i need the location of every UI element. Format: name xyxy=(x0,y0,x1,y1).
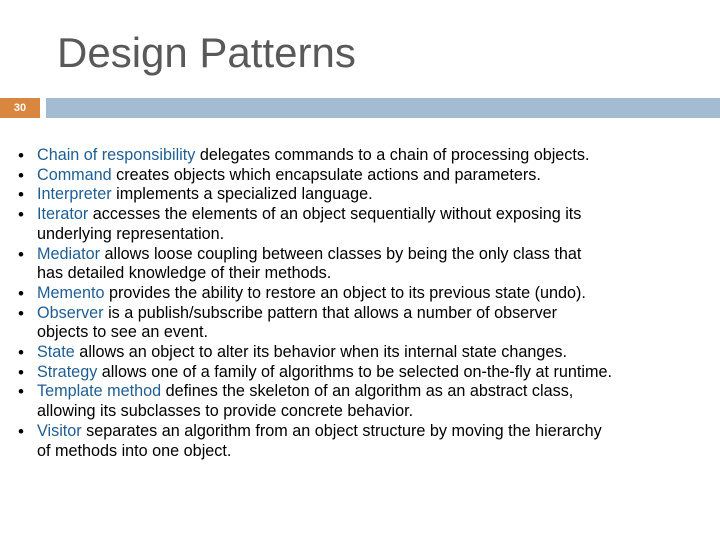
bullet-dot-icon: • xyxy=(18,165,24,185)
pattern-term: State xyxy=(37,343,75,362)
bullet-dot-icon: • xyxy=(18,343,24,363)
pattern-term: Strategy xyxy=(37,362,98,381)
pattern-term: Template method xyxy=(37,382,162,401)
pattern-description: separates an algorithm from an object structure by moving the hierarchy xyxy=(81,421,602,440)
pattern-description: is a publish/subscribe pattern that allows a number of observer xyxy=(103,303,558,322)
bullet-item-observer xyxy=(18,304,708,343)
pattern-description-continued: of methods into one object. xyxy=(37,441,232,460)
bullet-dot-icon: • xyxy=(18,421,24,441)
pattern-term: Chain of responsibility xyxy=(37,146,196,164)
bullet-item-memento xyxy=(18,284,708,304)
pattern-description-continued: allowing its subclasses to provide concrete behavior. xyxy=(37,402,414,421)
pattern-description: accesses the elements of an object sequentially without exposing its xyxy=(88,205,582,224)
pattern-description: defines the skeleton of an algorithm as an abstract class, xyxy=(161,382,574,401)
bullet-item-template-method xyxy=(18,382,708,421)
pattern-description-continued: underlying representation. xyxy=(37,224,225,243)
pattern-description: provides the ability to restore an object to its previous state (undo). xyxy=(104,283,586,302)
bullet-item-state xyxy=(18,343,708,363)
pattern-term: Interpreter xyxy=(37,185,112,204)
bullet-dot-icon: • xyxy=(18,185,24,205)
slide-title: Design Patterns xyxy=(57,29,356,76)
pattern-term: Iterator xyxy=(37,205,89,224)
pattern-description: delegates commands to a chain of processing objects. xyxy=(195,146,590,164)
pattern-description: creates objects which encapsulate actions and parameters. xyxy=(111,165,541,184)
pattern-description: allows an object to alter its behavior when its internal state changes. xyxy=(74,343,568,362)
bullet-item-iterator xyxy=(18,205,708,244)
slide-number: 30 xyxy=(0,98,40,118)
pattern-description: implements a specialized language. xyxy=(111,185,373,204)
pattern-description-continued: has detailed knowledge of their methods. xyxy=(37,264,332,283)
bullet-item-command xyxy=(18,166,708,186)
pattern-description: allows loose coupling between classes by being the only class that xyxy=(99,244,582,263)
bullet-item-mediator xyxy=(18,245,708,284)
pattern-description: allows one of a family of algorithms to be selected on-the-fly at runtime. xyxy=(97,362,612,381)
bullet-dot-icon: • xyxy=(18,303,24,323)
pattern-term: Visitor xyxy=(37,421,82,440)
pattern-description-continued: objects to see an event. xyxy=(37,323,208,342)
bullet-item-visitor xyxy=(18,422,708,461)
bullet-dot-icon: • xyxy=(18,283,24,303)
bullet-dot-icon: • xyxy=(18,146,24,165)
bullet-item-chain-of-responsibility xyxy=(18,146,708,166)
pattern-term: Memento xyxy=(37,283,105,302)
pattern-term: Command xyxy=(37,165,112,184)
pattern-term: Observer xyxy=(37,303,104,322)
bullet-dot-icon: • xyxy=(18,205,24,225)
bullet-item-interpreter xyxy=(18,185,708,205)
bullet-dot-icon: • xyxy=(18,362,24,382)
bullet-dot-icon: • xyxy=(18,382,24,402)
bullet-item-strategy xyxy=(18,363,708,383)
bullet-dot-icon: • xyxy=(18,244,24,264)
pattern-term: Mediator xyxy=(37,244,100,263)
bullet-list xyxy=(18,146,708,461)
header-bar xyxy=(46,98,720,118)
